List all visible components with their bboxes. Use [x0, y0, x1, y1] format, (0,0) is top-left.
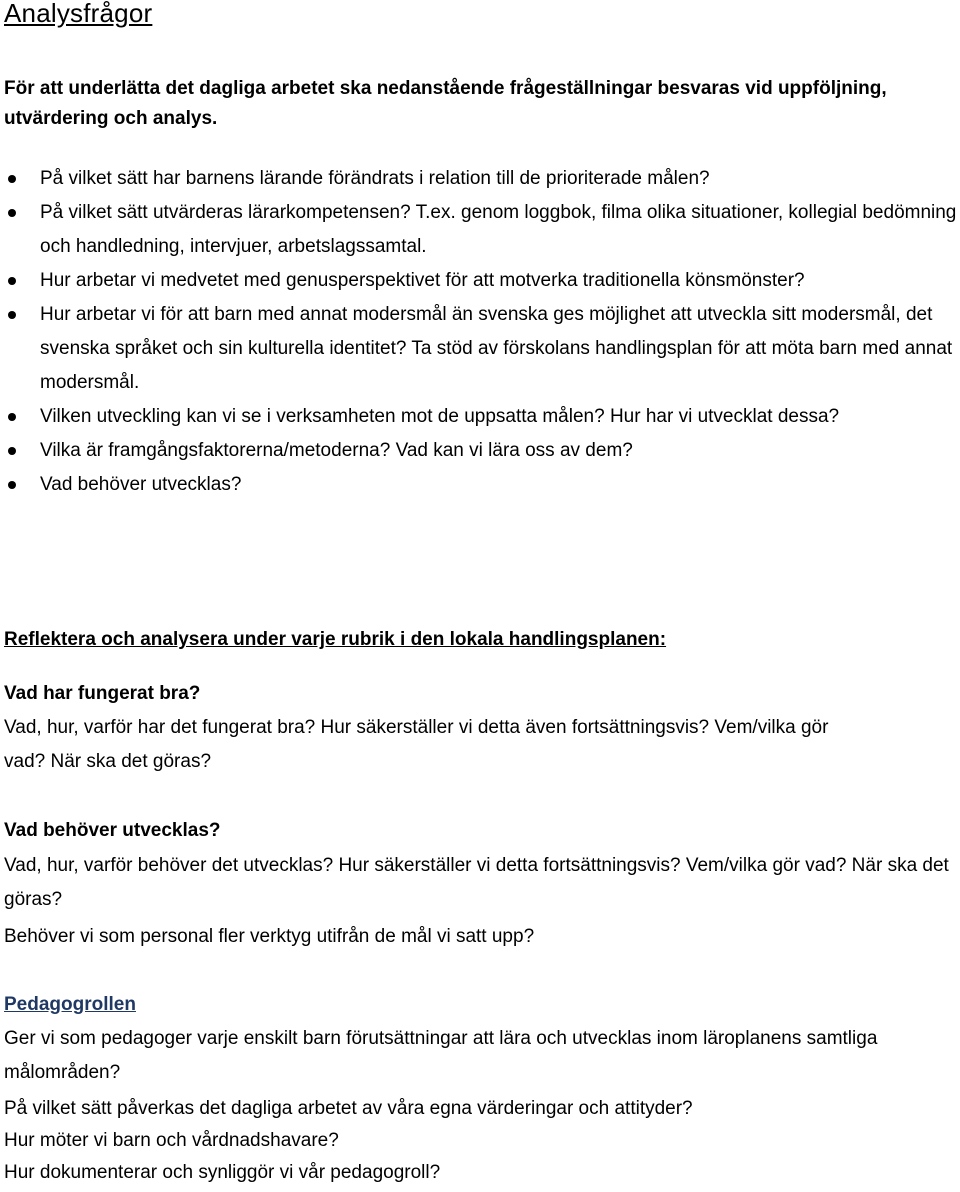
list-item: På vilket sätt har barnens lärande förändrats i relation till de prioriterade målen? — [0, 162, 958, 196]
develop-text-2: Behöver vi som personal fler verktyg utifrån de mål vi satt upp? — [4, 926, 535, 947]
develop-text: Vad, hur, varför behöver det utvecklas? Hur säkerställer vi detta fortsättningsvis? Vem/vilka gör vad? När ska det göras? — [4, 855, 949, 910]
pedagogue-question-1: På vilket sätt påverkas det dagliga arbetet av våra egna värderingar och attityder? — [4, 1098, 693, 1119]
reflect-heading: Reflektera och analysera under varje rubrik i den lokala handlingsplanen: — [4, 629, 667, 650]
list-item: Hur arbetar vi medvetet med genusperspektivet för att motverka traditionella könsmönster? — [0, 264, 958, 298]
pedagogue-text: Ger vi som pedagoger varje enskilt barn förutsättningar att lära och utvecklas inom läroplanens samtliga målområden? — [4, 1028, 878, 1083]
worked-heading: Vad har fungerat bra? — [4, 683, 201, 704]
pedagogue-question-3: Hur dokumenterar och synliggör vi vår pedagogroll? — [4, 1162, 441, 1183]
list-item: Vad behöver utvecklas? — [0, 468, 958, 502]
pedagogue-question-2: Hur möter vi barn och vårdnadshavare? — [4, 1130, 339, 1151]
intro-text: För att underlätta det dagliga arbetet ska nedanstående frågeställningar besvaras vid uppföljning, utvärdering och analys. — [4, 78, 887, 129]
question-list — [0, 162, 958, 502]
list-item: Hur arbetar vi för att barn med annat modersmål än svenska ges möjlighet att utveckla sitt modersmål, det svenska språket och sin kulturella identitet? Ta stöd av förskolans handlingsplan för att möta barn med annat modersmål. — [0, 298, 958, 400]
list-item: Vilken utveckling kan vi se i verksamheten mot de uppsatta målen? Hur har vi utvecklat dessa? — [0, 400, 958, 434]
pedagogue-heading: Pedagogrollen — [4, 994, 136, 1015]
page-title: Analysfrågor — [4, 0, 153, 28]
list-item: På vilket sätt utvärderas lärarkompetensen? T.ex. genom loggbok, filma olika situationer, kollegial bedömning och handledning, intervjuer, arbetslagssamtal. — [0, 196, 958, 264]
list-item: Vilka är framgångsfaktorerna/metoderna? Vad kan vi lära oss av dem? — [0, 434, 958, 468]
worked-text: Vad, hur, varför har det fungerat bra? Hur säkerställer vi detta även fortsättningsvis? Vem/vilka gör vad? När ska det göras? — [4, 717, 829, 772]
develop-heading: Vad behöver utvecklas? — [4, 820, 221, 841]
